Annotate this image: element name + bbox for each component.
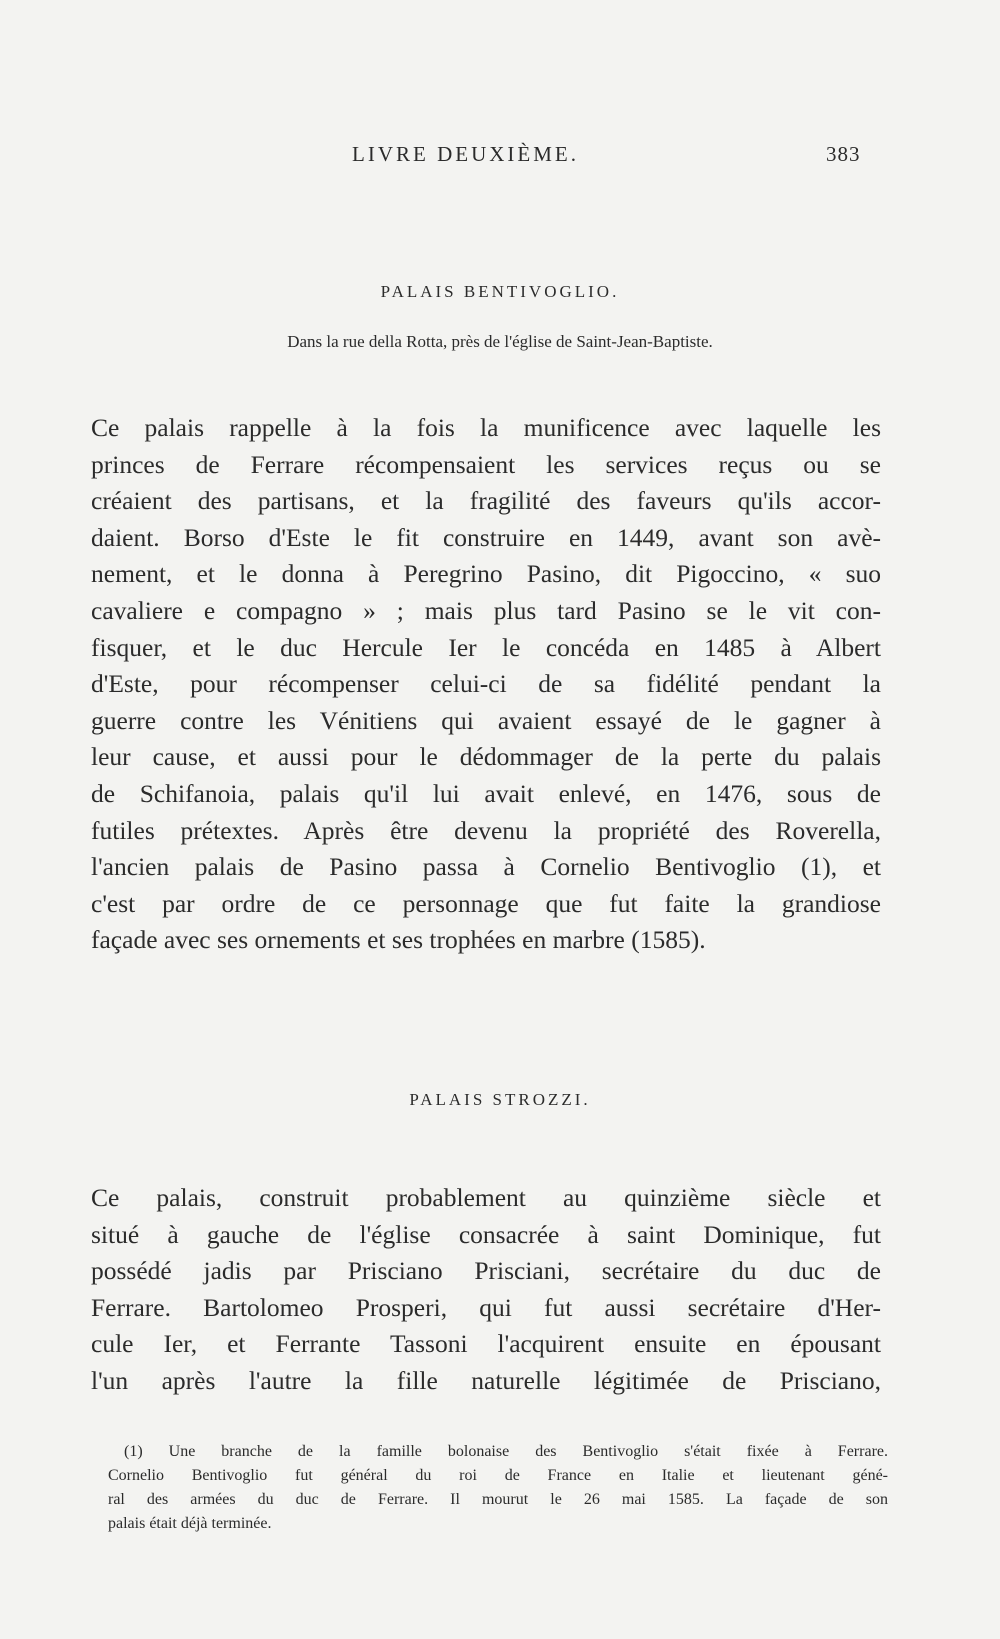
text-line: futiles prétextes. Après être devenu la propriété des Roverella, bbox=[91, 815, 881, 845]
text-line: créaient des partisans, et la fragilité des faveurs qu'ils accor- bbox=[91, 486, 881, 516]
text-line: leur cause, et aussi pour le dédommager de la perte du palais bbox=[91, 742, 881, 772]
text-line: guerre contre les Vénitiens qui avaient essayé de le gagner à bbox=[91, 705, 881, 735]
text-line: possédé jadis par Prisciano Prisciani, secrétaire du duc de bbox=[91, 1256, 881, 1286]
running-head bbox=[0, 142, 1000, 172]
text-line: d'Este, pour récompenser celui-ci de sa fidélité pendant la bbox=[91, 669, 881, 699]
text-line: l'un après l'autre la fille naturelle légitimée de Prisciano, bbox=[91, 1365, 881, 1395]
text-line: cavaliere e compagno » ; mais plus tard Pasino se le vit con- bbox=[91, 595, 881, 625]
section-heading-bentivoglio: PALAIS BENTIVOGLIO. bbox=[380, 282, 620, 301]
text-line: fisquer, et le duc Hercule Ier le concéda en 1485 à Albert bbox=[91, 632, 881, 662]
page-number: 383 bbox=[826, 142, 861, 166]
running-title: LIVRE DEUXIÈME. bbox=[352, 142, 579, 166]
footnote-line: (1) Une branche de la famille bolonaise des Bentivoglio s'était fixée à Ferrare. bbox=[124, 1443, 888, 1460]
paragraph-strozzi bbox=[91, 1180, 881, 1400]
text-line: c'est par ordre de ce personnage que fut faite la grandiose bbox=[91, 888, 881, 918]
text-line: l'ancien palais de Pasino passa à Cornelio Bentivoglio (1), et bbox=[91, 852, 881, 882]
text-line: façade avec ses ornements et ses trophées en marbre (1585). bbox=[91, 925, 706, 955]
footnote-line: Cornelio Bentivoglio fut général du roi de France en Italie et lieutenant géné- bbox=[108, 1467, 888, 1484]
text-line: de Schifanoia, palais qu'il lui avait enlevé, en 1476, sous de bbox=[91, 778, 881, 808]
text-line: princes de Ferrare récompensaient les services reçus ou se bbox=[91, 449, 881, 479]
footnote-line: palais était déjà terminée. bbox=[108, 1515, 272, 1532]
section-heading-strozzi: PALAIS STROZZI. bbox=[409, 1090, 591, 1109]
text-line: Ferrare. Bartolomeo Prosperi, qui fut aussi secrétaire d'Her- bbox=[91, 1292, 881, 1322]
footnote-line: ral des armées du duc de Ferrare. Il mourut le 26 mai 1585. La façade de son bbox=[108, 1491, 888, 1508]
text-line: nement, et le donna à Peregrino Pasino, dit Pigoccino, « suo bbox=[91, 559, 881, 589]
text-line: Ce palais rappelle à la fois la munificence avec laquelle les bbox=[91, 413, 881, 442]
paragraph-bentivoglio bbox=[91, 410, 881, 959]
text-line: Ce palais, construit probablement au quinzième siècle et bbox=[91, 1183, 881, 1212]
text-line: cule Ier, et Ferrante Tassoni l'acquirent ensuite en épousant bbox=[91, 1329, 881, 1359]
text-line: situé à gauche de l'église consacrée à saint Dominique, fut bbox=[91, 1219, 881, 1249]
text-line: daient. Borso d'Este le fit construire en 1449, avant son avè- bbox=[91, 522, 881, 552]
footnote bbox=[108, 1440, 888, 1536]
section-subheading-bentivoglio: Dans la rue della Rotta, près de l'église de Saint-Jean-Baptiste. bbox=[287, 332, 713, 351]
